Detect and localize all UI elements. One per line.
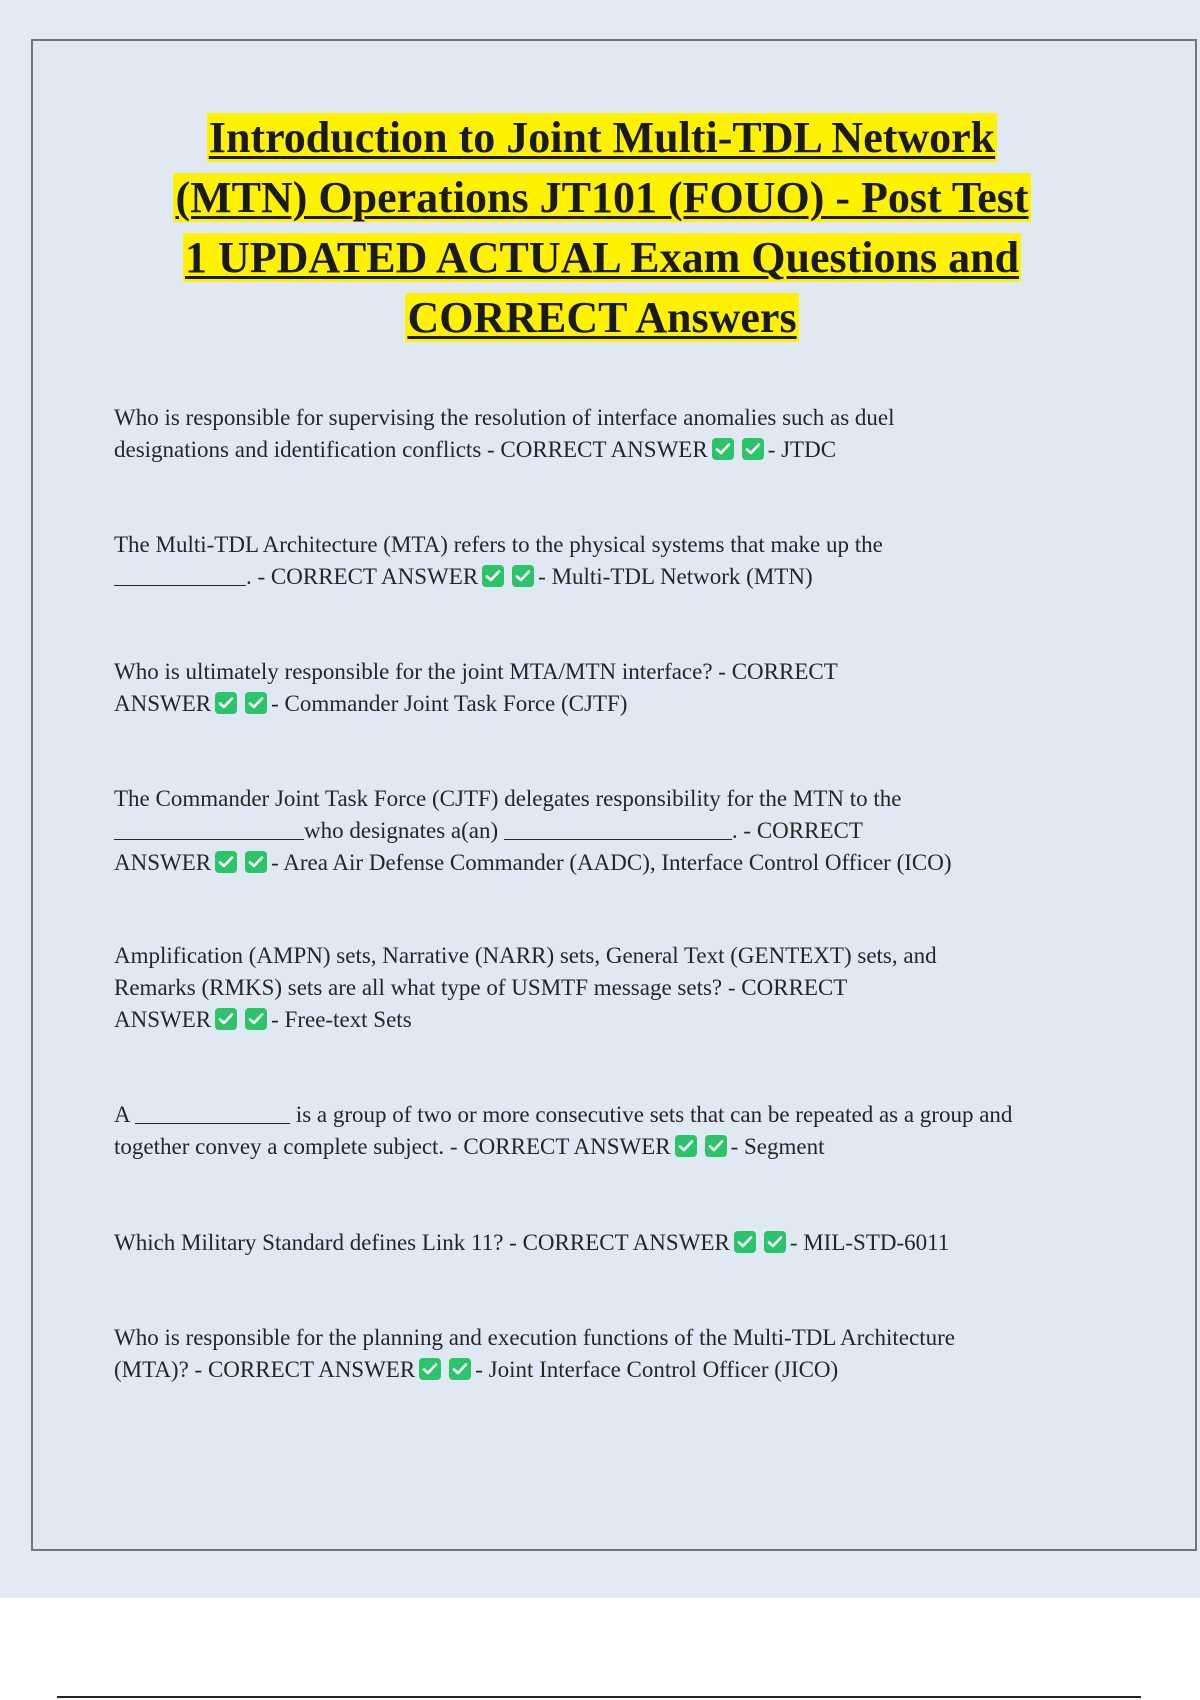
question-item [114,656,1104,720]
question-item [114,1227,1104,1259]
question-text: designations and identification conflicts - CORRECT ANSWER [114,437,708,462]
question-text: together convey a complete subject. - CORRECT ANSWER [114,1134,671,1159]
question-text: who designates a(an) [304,818,499,843]
check-mark-icon [245,1008,267,1030]
question-item [114,1322,1104,1386]
question-text: (MTA)? - CORRECT ANSWER [114,1357,416,1382]
question-item [114,402,1104,466]
title-line-4: CORRECT Answers [407,293,797,342]
question-item [114,940,1104,1036]
question-text: ANSWER [114,1007,212,1032]
answer-text: - Multi-TDL Network (MTN) [538,564,813,589]
check-mark-icon [215,1008,237,1030]
question-text: . - CORRECT [731,818,863,843]
question-item [114,783,1104,879]
title-line-2: (MTN) Operations JT101 (FOUO) - Post Test [175,173,1029,222]
check-mark-icon [215,851,237,873]
check-mark-icon [705,1135,727,1157]
footer-divider [57,1696,1141,1698]
answer-text: - Area Air Defense Commander (AADC), Interface Control Officer (ICO) [271,850,952,875]
title-line-1: Introduction to Joint Multi-TDL Network [208,113,996,162]
question-text: Which Military Standard defines Link 11? - CORRECT ANSWER [114,1230,730,1255]
question-text: The Commander Joint Task Force (CJTF) delegates responsibility for the MTN to the [114,786,902,811]
question-text: Amplification (AMPN) sets, Narrative (NARR) sets, General Text (GENTEXT) sets, and [114,943,937,968]
title-line-3: 1 UPDATED ACTUAL Exam Questions and [184,233,1020,282]
check-mark-icon [482,565,504,587]
check-mark-icon [764,1231,786,1253]
question-text: A [114,1102,130,1127]
check-mark-icon [419,1358,441,1380]
check-mark-icon [675,1135,697,1157]
question-text: is a group of two or more consecutive sets that can be repeated as a group and [295,1102,1013,1127]
answer-text: - MIL-STD-6011 [789,1230,950,1255]
fill-in-blank [114,563,246,586]
check-mark-icon [449,1358,471,1380]
question-text: . - CORRECT ANSWER [246,564,479,589]
check-mark-icon [245,851,267,873]
check-mark-icon [215,692,237,714]
answer-text: - Free-text Sets [271,1007,412,1032]
question-item [114,1099,1104,1163]
check-mark-icon [512,565,534,587]
question-item [114,529,1104,593]
answer-text: - Commander Joint Task Force (CJTF) [271,691,628,716]
document-title [112,108,1092,348]
fill-in-blank [135,1101,290,1124]
check-mark-icon [734,1231,756,1253]
question-text: The Multi-TDL Architecture (MTA) refers to the physical systems that make up the [114,532,883,557]
question-text: Who is responsible for supervising the resolution of interface anomalies such as duel [114,405,895,430]
fill-in-blank [504,817,732,840]
check-mark-icon [245,692,267,714]
question-text: Who is responsible for the planning and execution functions of the Multi-TDL Architecture [114,1325,955,1350]
answer-text: - Joint Interface Control Officer (JICO) [475,1357,839,1382]
question-text: Remarks (RMKS) sets are all what type of USMTF message sets? - CORRECT [114,975,848,1000]
check-mark-icon [712,438,734,460]
question-text: Who is ultimately responsible for the joint MTA/MTN interface? - CORRECT [114,659,838,684]
answer-text: - JTDC [767,437,837,462]
question-text: ANSWER [114,850,212,875]
answer-text: - Segment [730,1134,825,1159]
question-text: ANSWER [114,691,212,716]
check-mark-icon [742,438,764,460]
fill-in-blank [114,817,304,840]
